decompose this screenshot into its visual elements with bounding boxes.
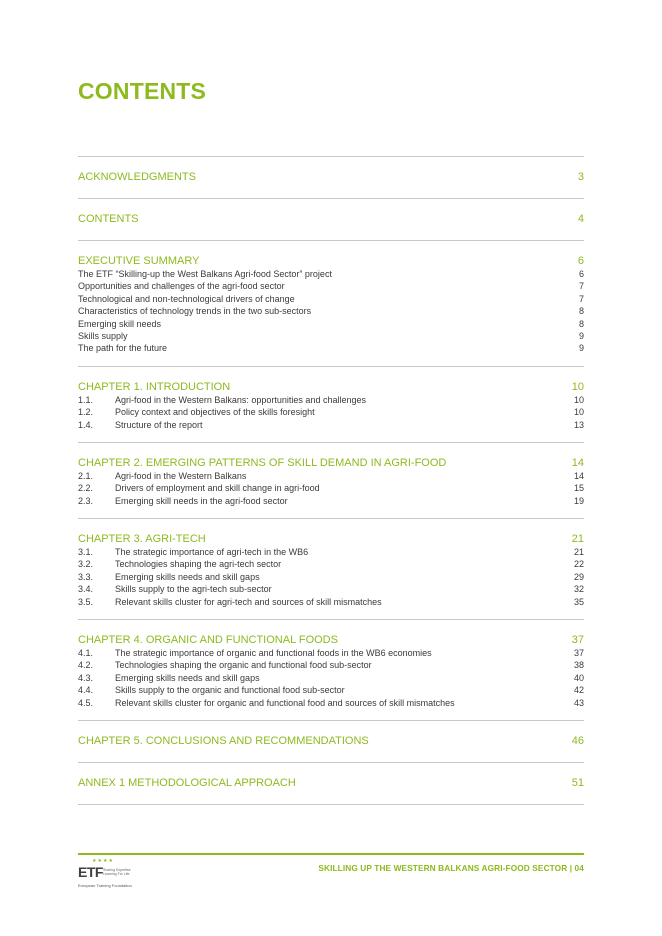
toc-entry-title: Opportunities and challenges of the agri-food sector [78,281,285,292]
toc-entry-label [78,318,161,330]
toc-entry-label [78,697,455,709]
toc-entry-number: 4.1. [78,648,94,659]
toc-heading[interactable] [78,519,584,545]
toc-entry-label [78,558,281,570]
toc-entry[interactable] [78,697,584,709]
toc-entry-page: 42 [573,685,584,696]
toc-section [78,518,584,619]
toc-entry-label [78,647,432,659]
toc-entry-page: 9 [578,330,584,341]
toc-heading[interactable] [78,443,584,469]
toc-entry-title: Structure of the report [115,419,203,430]
toc-entry-page: 43 [573,697,584,708]
toc-entry-page: 10 [573,394,584,405]
toc-section [78,442,584,518]
toc-entry-page: 40 [573,672,584,683]
etf-logo [78,858,138,892]
toc-entry-number: 4.2. [78,660,94,671]
toc-entry-page: 13 [573,419,584,430]
toc-entry-label [78,342,167,354]
toc-heading-page: 10 [571,380,584,393]
toc-entry-title: Relevant skills cluster for organic and functional food and sources of skill mismatches [115,697,455,708]
toc-heading-page: 46 [571,734,584,747]
toc-entry-number: 4.5. [78,697,94,708]
toc-heading-title: CHAPTER 4. ORGANIC AND FUNCTIONAL FOODS [78,634,338,647]
toc-entry[interactable] [78,495,584,507]
toc-entry-page: 8 [578,318,584,329]
toc-entry[interactable] [78,546,584,558]
toc-entry[interactable] [78,268,584,280]
footer-rule [78,853,584,855]
toc-entry[interactable] [78,342,584,354]
toc-entry-page: 37 [573,648,584,659]
toc-entry-title: Agri-food in the Western Balkans [115,470,247,481]
toc-heading-title: CONTENTS [78,213,139,225]
toc-entry-page: 21 [573,547,584,558]
toc-entry[interactable] [78,305,584,317]
toc-entry-label [78,330,128,342]
toc-entry-title: Emerging skill needs [78,318,162,329]
toc-entry-number: 3.1. [78,547,94,558]
toc-entry-number: 3.5. [78,596,94,607]
toc-entry-title: Characteristics of technology trends in the two sub-sectors [78,306,312,317]
toc-heading-page: 51 [571,776,584,789]
toc-entry-number: 3.3. [78,571,94,582]
toc-entry-title: Technologies shaping the agri-tech sector [115,559,282,570]
toc-entry-title: Skills supply [78,330,128,341]
toc-entry[interactable] [78,394,584,406]
toc-entry[interactable] [78,596,584,608]
toc-heading[interactable] [78,367,584,393]
toc-entry-page: 22 [573,559,584,570]
toc-heading-title: CHAPTER 1. INTRODUCTION [78,380,231,393]
toc-heading[interactable] [78,241,584,267]
toc-entry-title: Skills supply to the agri-tech sub-sector [115,584,272,595]
toc-entry-number: 2.2. [78,483,94,494]
toc-entry[interactable] [78,419,584,431]
toc-entry-label [78,280,285,292]
toc-heading[interactable] [78,199,584,240]
toc-heading-page: 37 [571,634,584,647]
toc-entry-title: Relevant skills cluster for agri-tech and sources of skill mismatches [115,596,382,607]
toc-entry-label [78,482,320,494]
toc-section [78,619,584,720]
toc-heading-page: 14 [571,456,584,469]
toc-entry-title: Technological and non-technological drivers of change [78,293,295,304]
toc-entry-title: Technologies shaping the organic and functional food sub-sector [115,660,372,671]
toc-entry-label [78,394,366,406]
toc-entry[interactable] [78,659,584,671]
toc-entry-label [78,583,272,595]
toc-entry[interactable] [78,280,584,292]
toc-entry-label [78,495,288,507]
toc-entry-label [78,293,295,305]
toc-entry[interactable] [78,583,584,595]
toc-entry[interactable] [78,571,584,583]
toc-entry-page: 15 [573,483,584,494]
toc-entry-label [78,305,311,317]
toc-heading-title: CHAPTER 3. AGRI-TECH [78,533,206,546]
toc-section [78,156,584,198]
toc-entry-number: 1.1. [78,394,94,405]
toc-section [78,720,584,762]
toc-entry-label [78,546,308,558]
logo-mark: ETF [78,864,103,880]
toc-entry-label [78,684,345,696]
toc-entry-page: 29 [573,571,584,582]
toc-heading-title: EXECUTIVE SUMMARY [78,255,200,267]
toc-entry-title: Emerging skills needs and skill gaps [115,571,260,582]
toc-entry-page: 35 [573,596,584,607]
toc-entry-page: 32 [573,584,584,595]
toc-entry-label [78,470,246,482]
toc-entry-number: 3.2. [78,559,94,570]
toc-heading[interactable] [78,620,584,646]
toc-entry-label [78,268,332,280]
toc-entry-page: 14 [573,470,584,481]
toc-entry[interactable] [78,330,584,342]
toc-entry-title: The ETF “Skilling-up the West Balkans Agri-food Sector” project [78,269,332,279]
toc-entry-title: The path for the future [78,343,168,354]
toc-entry-label [78,419,203,431]
toc-heading-title: ACKNOWLEDGMENTS [78,171,196,183]
toc-entry[interactable] [78,684,584,696]
toc-entry-page: 6 [578,269,584,279]
toc-entry[interactable] [78,293,584,305]
table-of-contents [78,156,584,805]
logo-org: European Training Foundation [78,883,132,888]
logo-tagline: Sharing Expertise Learning For Life [103,868,131,876]
toc-entry[interactable] [78,647,584,659]
toc-heading-title: ANNEX 1 METHODOLOGICAL APPROACH [78,776,296,789]
toc-entry-title: Agri-food in the Western Balkans: opportunities and challenges [115,394,366,405]
toc-section [78,762,584,805]
toc-entry-title: Emerging skill needs in the agri-food sector [115,495,288,506]
toc-heading[interactable] [78,721,584,762]
toc-heading-page: 21 [571,533,584,546]
footer-running-title: SKILLING UP THE WESTERN BALKANS AGRI-FOOD SECTOR | 04 [318,863,584,873]
toc-entry-page: 10 [573,407,584,418]
toc-entry-label [78,672,260,684]
toc-entry-title: Skills supply to the organic and functional food sub-sector [115,685,345,696]
toc-entry-number: 1.2. [78,407,94,418]
toc-entry[interactable] [78,558,584,570]
toc-section [78,198,584,240]
stars-icon: ★★★★ [92,858,114,864]
toc-entry-number: 4.3. [78,672,94,683]
toc-entry-title: Drivers of employment and skill change in agri-food [115,483,320,494]
toc-section [78,240,584,366]
page-title: CONTENTS [78,78,207,104]
toc-entry-title: Policy context and objectives of the skills foresight [115,407,315,418]
toc-entry[interactable] [78,318,584,330]
toc-entry-number: 3.4. [78,584,94,595]
toc-entry-number: 2.3. [78,495,94,506]
toc-heading-title: CHAPTER 2. EMERGING PATTERNS OF SKILL DEMAND IN AGRI-FOOD [78,456,447,469]
toc-entry-number: 2.1. [78,470,94,481]
toc-entry-label [78,571,260,583]
toc-entry-title: The strategic importance of agri-tech in the WB6 [115,547,309,558]
toc-heading-title: CHAPTER 5. CONCLUSIONS AND RECOMMENDATIONS [78,734,369,747]
toc-entry-page: 19 [573,495,584,506]
toc-heading-page: 4 [577,213,584,225]
toc-entry-page: 7 [578,281,584,292]
toc-entry[interactable] [78,406,584,418]
toc-entry-page: 7 [578,293,584,304]
toc-entry-title: Emerging skills needs and skill gaps [115,672,260,683]
toc-heading[interactable] [78,157,584,198]
toc-heading-page: 3 [577,171,584,183]
toc-entry[interactable] [78,672,584,684]
toc-section [78,366,584,442]
toc-heading[interactable] [78,763,584,804]
toc-entry[interactable] [78,482,584,494]
toc-entry-label [78,406,315,418]
toc-entry-page: 38 [573,660,584,671]
toc-entry-number: 1.4. [78,419,94,430]
toc-entry-title: The strategic importance of organic and functional foods in the WB6 economies [115,648,432,659]
toc-entry-label [78,659,372,671]
toc-entry-number: 4.4. [78,685,94,696]
toc-entry[interactable] [78,470,584,482]
toc-entry-page: 9 [578,343,584,354]
toc-heading-page: 6 [577,255,584,267]
toc-entry-page: 8 [578,306,584,317]
toc-entry-label [78,596,382,608]
